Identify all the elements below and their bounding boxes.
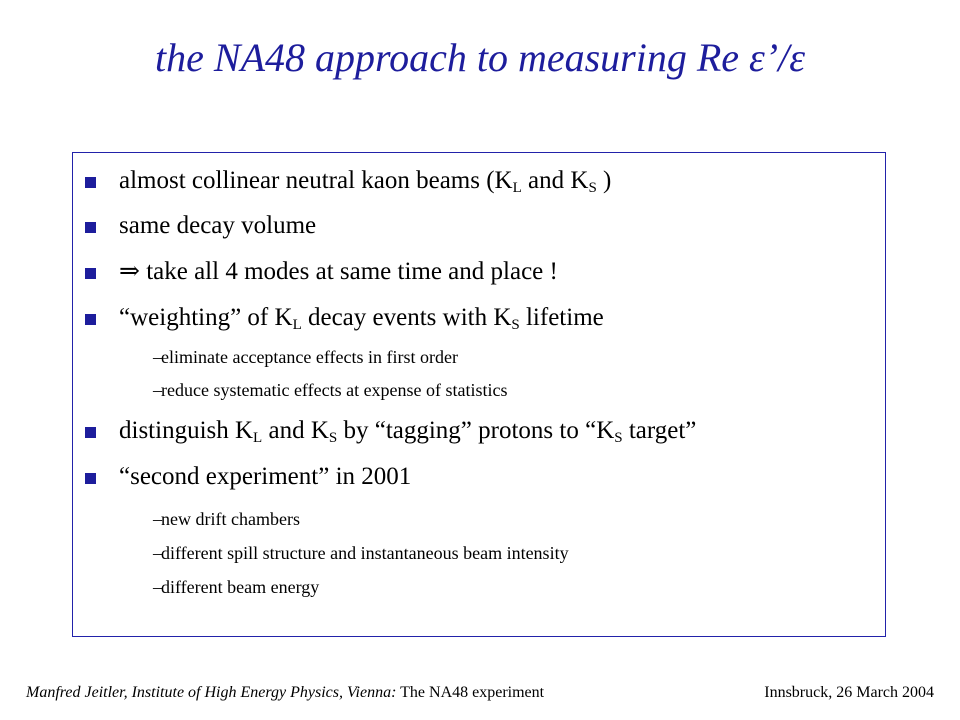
sub-bullet-text: eliminate acceptance effects in first order [161, 347, 459, 367]
square-bullet-icon [85, 427, 96, 438]
bullet-text: same decay volume [119, 212, 317, 239]
dash-marker: – [153, 347, 162, 367]
sub-bullet-text: reduce systematic effects at expense of statistics [161, 380, 508, 400]
slide-title: the NA48 approach to measuring Re ε’/ε [155, 35, 805, 80]
square-bullet-icon [85, 314, 96, 325]
footer-left [26, 684, 544, 702]
dash-marker: – [153, 577, 162, 597]
bullet-text: “weighting” of $K_L$ decay events with $K_S$ lifetime [119, 304, 604, 333]
bullet-text: ⇒ take all 4 modes at same time and place ! [119, 258, 558, 285]
sub-bullet-text: new drift chambers [161, 509, 300, 529]
square-bullet-icon [85, 473, 96, 484]
dash-marker: – [153, 543, 162, 563]
square-bullet-icon [85, 222, 96, 233]
dash-marker: – [153, 380, 162, 400]
bullet-text: distinguish $K_L$ and $K_S$ by “tagging” protons to “$K_S$ target” [119, 417, 697, 446]
square-bullet-icon [85, 268, 96, 279]
square-bullet-icon [85, 177, 96, 188]
content-box [72, 152, 886, 637]
footer-talk: The NA48 experiment [396, 684, 545, 701]
footer-right: Innsbruck, 26 March 2004 [764, 684, 934, 701]
footer-author: Manfred Jeitler, Institute of High Energy Physics, Vienna: [26, 684, 397, 701]
bullet-text: “second experiment” in 2001 [119, 463, 412, 490]
bullet-text: almost collinear neutral kaon beams ($K_L$ and $K_S$ ) [119, 167, 612, 196]
dash-marker: – [153, 509, 162, 529]
sub-bullet-text: different spill structure and instantaneous beam intensity [161, 543, 569, 563]
sub-bullet-text: different beam energy [161, 577, 320, 597]
